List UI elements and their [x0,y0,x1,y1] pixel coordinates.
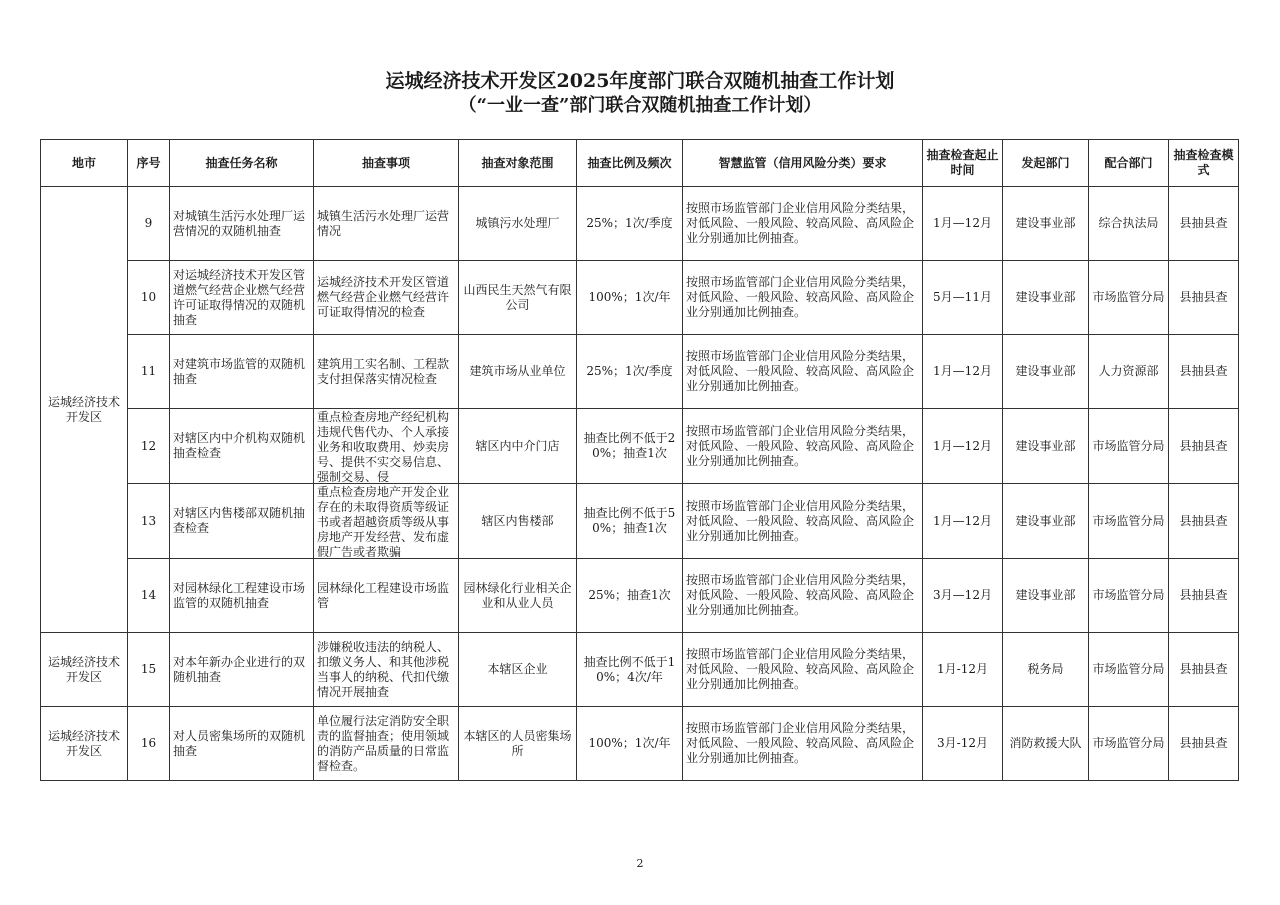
row-no: 9 [128,187,170,261]
items-cell: 重点检查房地产经纪机构违规代售代办、个人承接业务和收取费用、炒卖房号、提供不实交易信息、强制交易、侵 [317,410,450,482]
partner-cell: 市场监管分局 [1089,484,1169,559]
mode-cell: 县抽县查 [1169,261,1239,335]
header-partner: 配合部门 [1089,140,1169,187]
items-cell: 运城经济技术开发区管道燃气经营企业燃气经营许可证取得情况的检查 [314,261,459,335]
ratio-cell: 抽查比例不低于20%；抽查1次 [577,409,683,484]
region-cell: 运城经济技术开发区 [41,707,128,781]
ratio-cell: 25%；1次/季度 [577,187,683,261]
plan-table [40,139,1239,781]
initiator-cell: 建设事业部 [1003,335,1089,409]
ratio-cell: 100%；1次/年 [577,707,683,781]
smart-cell: 按照市场监管部门企业信用风险分类结果，对低风险、一般风险、较高风险、高风险企业分别通加比例抽查。 [683,707,923,781]
items-cell: 园林绿化工程建设市场监管 [314,559,459,633]
period-cell: 1月-12月 [923,633,1003,707]
header-row [41,140,1239,187]
page-number: 2 [636,857,644,870]
table-row [41,335,1239,409]
scope-cell: 本辖区企业 [459,633,577,707]
row-no: 13 [128,484,170,559]
header-region: 地市 [41,140,128,187]
scope-cell: 本辖区的人员密集场所 [459,707,577,781]
items-cell: 重点检查房地产开发企业存在的未取得资质等级证书或者超越资质等级从事房地产开发经营、发布虚假广告或者欺骗 [317,485,450,557]
task-cell: 对本年新办企业进行的双随机抽查 [170,633,314,707]
region-cell: 运城经济技术开发区 [41,633,128,707]
row-no: 11 [128,335,170,409]
row-no: 15 [128,633,170,707]
partner-cell: 综合执法局 [1089,187,1169,261]
header-items: 抽查事项 [314,140,459,187]
mode-cell: 县抽县查 [1169,633,1239,707]
initiator-cell: 建设事业部 [1003,409,1089,484]
initiator-cell: 建设事业部 [1003,484,1089,559]
task-cell: 对人员密集场所的双随机抽查 [170,707,314,781]
smart-cell: 按照市场监管部门企业信用风险分类结果，对低风险、一般风险、较高风险、高风险企业分别通加比例抽查。 [683,409,923,484]
header-smart: 智慧监管（信用风险分类）要求 [683,140,923,187]
partner-cell: 市场监管分局 [1089,707,1169,781]
items-cell: 城镇生活污水处理厂运营情况 [314,187,459,261]
scope-cell: 辖区内售楼部 [459,484,577,559]
task-cell: 对建筑市场监管的双随机抽查 [170,335,314,409]
task-cell: 对城镇生活污水处理厂运营情况的双随机抽查 [170,187,314,261]
header-no: 序号 [128,140,170,187]
smart-cell: 按照市场监管部门企业信用风险分类结果，对低风险、一般风险、较高风险、高风险企业分别通加比例抽查。 [683,187,923,261]
table-row [41,484,1239,559]
period-cell: 5月—11月 [923,261,1003,335]
items-cell: 建筑用工实名制、工程款支付担保落实情况检查 [314,335,459,409]
task-cell: 对运城经济技术开发区管道燃气经营企业燃气经营许可证取得情况的双随机抽查 [170,261,314,335]
scope-cell: 辖区内中介门店 [459,409,577,484]
period-cell: 1月—12月 [923,187,1003,261]
document-title: 运城经济技术开发区2025年度部门联合双随机抽查工作计划 [385,70,895,92]
partner-cell: 市场监管分局 [1089,633,1169,707]
smart-cell: 按照市场监管部门企业信用风险分类结果，对低风险、一般风险、较高风险、高风险企业分别通加比例抽查。 [683,633,923,707]
header-scope: 抽查对象范围 [459,140,577,187]
scope-cell: 山西民生天然气有限公司 [459,261,577,335]
period-cell: 1月—12月 [923,409,1003,484]
partner-cell: 市场监管分局 [1089,261,1169,335]
header-period: 抽查检查起止时间 [923,140,1003,187]
period-cell: 3月-12月 [923,707,1003,781]
mode-cell: 县抽县查 [1169,409,1239,484]
initiator-cell: 建设事业部 [1003,261,1089,335]
mode-cell: 县抽县查 [1169,707,1239,781]
ratio-cell: 抽查比例不低于50%；抽查1次 [577,484,683,559]
mode-cell: 县抽县查 [1169,484,1239,559]
row-no: 10 [128,261,170,335]
header-initiator: 发起部门 [1003,140,1089,187]
task-cell: 对辖区内中介机构双随机抽查检查 [170,409,314,484]
initiator-cell: 消防救援大队 [1003,707,1089,781]
smart-cell: 按照市场监管部门企业信用风险分类结果，对低风险、一般风险、较高风险、高风险企业分别通加比例抽查。 [683,559,923,633]
period-cell: 1月—12月 [923,484,1003,559]
row-no: 16 [128,707,170,781]
region-cell: 运城经济技术开发区 [41,187,128,633]
partner-cell: 市场监管分局 [1089,559,1169,633]
smart-cell: 按照市场监管部门企业信用风险分类结果，对低风险、一般风险、较高风险、高风险企业分别通加比例抽查。 [683,484,923,559]
table-row [41,261,1239,335]
period-cell: 1月—12月 [923,335,1003,409]
table-row [41,187,1239,261]
ratio-cell: 抽查比例不低于10%；4次/年 [577,633,683,707]
mode-cell: 县抽县查 [1169,559,1239,633]
partner-cell: 市场监管分局 [1089,409,1169,484]
partner-cell: 人力资源部 [1089,335,1169,409]
mode-cell: 县抽县查 [1169,187,1239,261]
header-task: 抽查任务名称 [170,140,314,187]
row-no: 12 [128,409,170,484]
ratio-cell: 25%；1次/季度 [577,335,683,409]
header-ratio: 抽查比例及频次 [577,140,683,187]
smart-cell: 按照市场监管部门企业信用风险分类结果，对低风险、一般风险、较高风险、高风险企业分别通加比例抽查。 [683,335,923,409]
ratio-cell: 100%；1次/年 [577,261,683,335]
initiator-cell: 建设事业部 [1003,559,1089,633]
scope-cell: 城镇污水处理厂 [459,187,577,261]
scope-cell: 建筑市场从业单位 [459,335,577,409]
initiator-cell: 税务局 [1003,633,1089,707]
ratio-cell: 25%；抽查1次 [577,559,683,633]
mode-cell: 县抽县查 [1169,335,1239,409]
task-cell: 对辖区内售楼部双随机抽查检查 [170,484,314,559]
table-row [41,633,1239,707]
header-mode: 抽查检查模式 [1169,140,1239,187]
period-cell: 3月—12月 [923,559,1003,633]
task-cell: 对园林绿化工程建设市场监管的双随机抽查 [170,559,314,633]
scope-cell: 园林绿化行业相关企业和从业人员 [459,559,577,633]
table-row [41,409,1239,484]
table-row [41,707,1239,781]
document-subtitle: （“一业一查”部门联合双随机抽查工作计划） [458,95,822,116]
table-row [41,559,1239,633]
smart-cell: 按照市场监管部门企业信用风险分类结果，对低风险、一般风险、较高风险、高风险企业分别通加比例抽查。 [683,261,923,335]
initiator-cell: 建设事业部 [1003,187,1089,261]
row-no: 14 [128,559,170,633]
items-cell: 单位履行法定消防安全职责的监督抽查；使用领域的消防产品质量的日常监督检查。 [314,707,459,781]
items-cell: 涉嫌税收违法的纳税人、扣缴义务人、和其他涉税当事人的纳税、代扣代缴情况开展抽查 [314,633,459,707]
